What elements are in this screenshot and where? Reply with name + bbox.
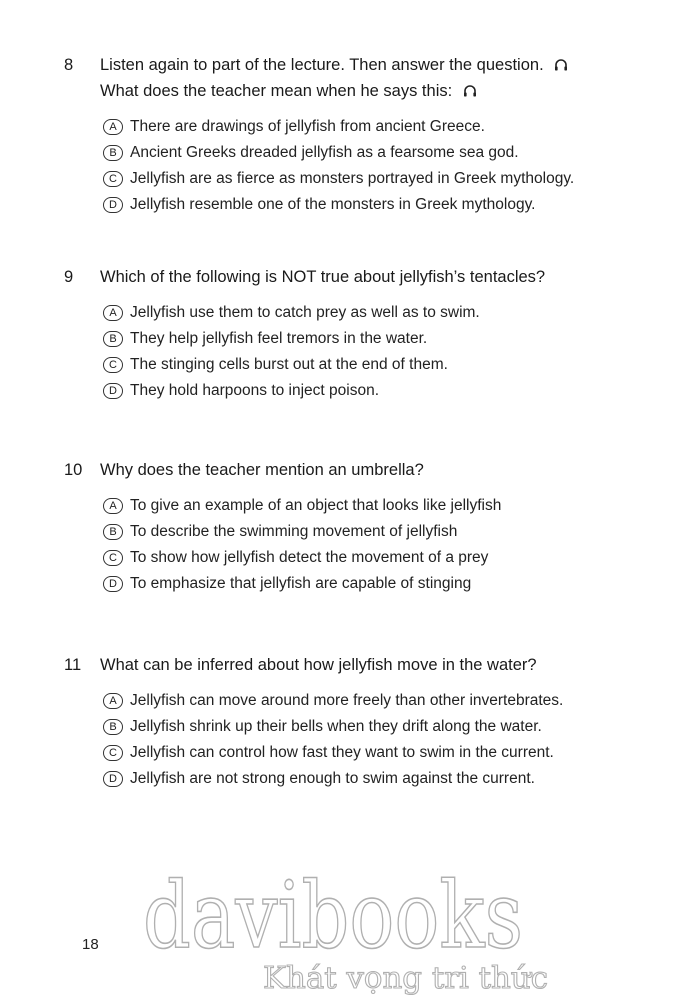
question-text: Why does the teacher mention an umbrella? xyxy=(100,461,424,479)
watermark-logo xyxy=(143,855,563,1000)
option-letter-badge[interactable]: C xyxy=(103,357,123,373)
option-letter-badge[interactable]: A xyxy=(103,693,123,709)
option-letter-badge[interactable]: C xyxy=(103,171,123,187)
question-number: 11 xyxy=(64,656,82,674)
question-9 xyxy=(0,268,700,399)
option-text: The stinging cells burst out at the end of them. xyxy=(130,356,448,373)
option-c[interactable] xyxy=(103,356,480,382)
option-c[interactable] xyxy=(103,744,563,770)
option-d[interactable] xyxy=(103,196,574,222)
answer-options xyxy=(103,692,563,796)
option-text: They hold harpoons to inject poison. xyxy=(130,382,380,399)
question-number: 8 xyxy=(64,56,74,74)
option-letter-badge[interactable]: C xyxy=(103,745,123,761)
option-text: Ancient Greeks dreaded jellyfish as a fearsome sea god. xyxy=(130,144,519,161)
question-header xyxy=(0,56,700,108)
option-letter-badge[interactable]: C xyxy=(103,550,123,566)
option-d[interactable] xyxy=(103,770,563,796)
question-8 xyxy=(0,56,700,213)
option-letter-badge[interactable]: B xyxy=(103,331,123,347)
option-d[interactable] xyxy=(103,575,501,601)
option-letter-badge[interactable]: D xyxy=(103,576,123,592)
option-text: To emphasize that jellyfish are capable of stinging xyxy=(130,575,472,592)
answer-options xyxy=(103,497,501,601)
answer-options xyxy=(103,304,480,408)
headphone-icon[interactable] xyxy=(554,58,568,71)
question-10 xyxy=(0,461,700,592)
option-letter-badge[interactable]: B xyxy=(103,524,123,540)
question-number: 10 xyxy=(64,461,83,479)
option-b[interactable] xyxy=(103,144,574,170)
page-number: 18 xyxy=(82,936,99,953)
option-text: Jellyfish resemble one of the monsters in Greek mythology. xyxy=(130,196,536,213)
question-number: 9 xyxy=(64,268,74,286)
option-c[interactable] xyxy=(103,170,574,196)
headphone-icon[interactable] xyxy=(463,84,477,97)
option-b[interactable] xyxy=(103,523,501,549)
option-a[interactable] xyxy=(103,497,501,523)
question-text: What does the teacher mean when he says this: xyxy=(100,82,453,100)
option-letter-badge[interactable]: A xyxy=(103,305,123,321)
option-letter-badge[interactable]: B xyxy=(103,145,123,161)
question-text: What can be inferred about how jellyfish move in the water? xyxy=(100,656,537,674)
option-c[interactable] xyxy=(103,549,501,575)
question-11 xyxy=(0,656,700,787)
option-text: Jellyfish can move around more freely than other invertebrates. xyxy=(130,692,564,709)
option-text: To show how jellyfish detect the movement of a prey xyxy=(130,549,489,566)
option-b[interactable] xyxy=(103,330,480,356)
option-text: Jellyfish can control how fast they want to swim in the current. xyxy=(130,744,554,761)
option-text: Jellyfish shrink up their bells when they drift along the water. xyxy=(130,718,542,735)
option-a[interactable] xyxy=(103,692,563,718)
question-line-2 xyxy=(100,82,477,101)
option-letter-badge[interactable]: B xyxy=(103,719,123,735)
watermark-brand: davibooks xyxy=(143,862,523,969)
option-text: To give an example of an object that looks like jellyfish xyxy=(130,497,502,514)
question-header xyxy=(0,656,700,682)
option-text: There are drawings of jellyfish from ancient Greece. xyxy=(130,118,485,135)
question-text: Which of the following is NOT true about jellyfish’s tentacles? xyxy=(100,268,546,286)
option-a[interactable] xyxy=(103,304,480,330)
question-header xyxy=(0,461,700,487)
option-letter-badge[interactable]: D xyxy=(103,383,123,399)
option-letter-badge[interactable]: A xyxy=(103,498,123,514)
option-b[interactable] xyxy=(103,718,563,744)
question-line-1 xyxy=(100,56,568,75)
option-text: Jellyfish use them to catch prey as well as to swim. xyxy=(130,304,480,321)
watermark-tagline: Khát vọng tri thức xyxy=(263,961,548,996)
question-text: Listen again to part of the lecture. Then answer the question. xyxy=(100,56,544,74)
option-text: To describe the swimming movement of jellyfish xyxy=(130,523,458,540)
option-a[interactable] xyxy=(103,118,574,144)
option-letter-badge[interactable]: D xyxy=(103,771,123,787)
option-letter-badge[interactable]: D xyxy=(103,197,123,213)
answer-options xyxy=(103,118,574,222)
question-header xyxy=(0,268,700,294)
option-text: Jellyfish are not strong enough to swim against the current. xyxy=(130,770,535,787)
option-d[interactable] xyxy=(103,382,480,408)
option-letter-badge[interactable]: A xyxy=(103,119,123,135)
option-text: They help jellyfish feel tremors in the water. xyxy=(130,330,428,347)
option-text: Jellyfish are as fierce as monsters portrayed in Greek mythology. xyxy=(130,170,575,187)
